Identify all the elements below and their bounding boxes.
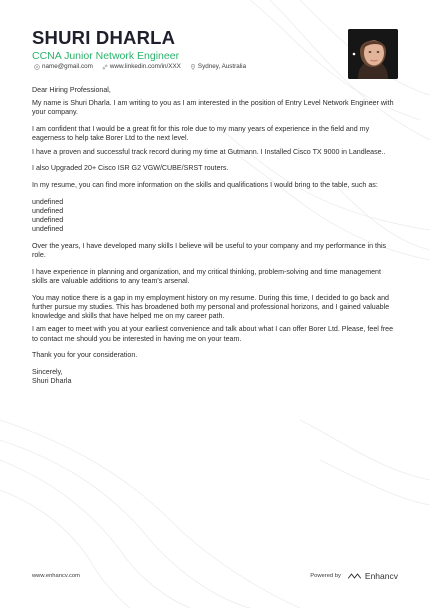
paragraph-experience: I have experience in planning and organization, and my critical thinking, problem-solving and time management skills are valuable additions to any team's arsenal. [32, 267, 381, 286]
enhancv-logo-icon [347, 572, 362, 580]
link-icon [102, 64, 108, 70]
avatar [348, 29, 398, 79]
paragraph-track-record: I have a proven and successful track record during my time at Gutmann. I Installed Cisco TX 9000 in Landlease.. [32, 147, 386, 156]
brand-name: Enhancv [364, 571, 398, 581]
salutation: Dear Hiring Professional, [32, 86, 111, 94]
candidate-role: CCNA Junior Network Engineer [32, 50, 180, 62]
paragraph-intro: My name is Shuri Dharla. I am writing to you as I am interested in the position of Entry Level Network Engineer with your company. [32, 99, 394, 117]
list-item: undefined [32, 206, 64, 215]
list-item: undefined [32, 216, 64, 225]
contact-email[interactable] [34, 63, 93, 70]
paragraph-thanks: Thank you for your consideration. [32, 351, 138, 360]
paragraph-fit: I am confident that I would be a great fit for this role due to my many years of experience in the field and my eagerness to help take Borer Ltd to the next level. [32, 125, 370, 143]
powered-by-label: Powered by [310, 573, 341, 579]
contact-location-text: Sydney, Australia [197, 63, 247, 70]
paragraph-upgrade: I also Upgraded 20+ Cisco ISR G2 VGW/CUBE/SRST routers. [32, 164, 229, 173]
skills-list [32, 198, 398, 235]
closing: Sincerely, [32, 367, 63, 376]
candidate-name: SHURI DHARLA [32, 27, 176, 48]
contact-row [34, 63, 255, 70]
contact-linkedin[interactable] [102, 63, 181, 70]
contact-location [190, 63, 246, 70]
letter-body [32, 86, 398, 386]
footer [32, 569, 398, 583]
contact-linkedin-text: www.linkedin.com/in/XXX [109, 63, 181, 70]
email-icon [34, 64, 40, 70]
list-item: undefined [32, 225, 64, 234]
signature: Shuri Dharla [32, 377, 72, 386]
header [32, 28, 332, 63]
location-pin-icon [190, 64, 196, 70]
footer-site-link[interactable]: www.enhancv.com [32, 573, 80, 579]
paragraph-meet: I am eager to meet with you at your earliest convenience and talk about what I can offer Borer Ltd. Please, feel free to contact me should you be interested in having me on your team. [32, 325, 394, 343]
profile-photo [348, 29, 398, 79]
list-item: undefined [32, 197, 64, 206]
paragraph-gap: You may notice there is a gap in my employment history on my resume. During this time, I decided to go back and further pursue my studies. This has broadened both my personal and professional horizons, and I gained valuable knowledge and skills that have helped me on my career path. [32, 293, 390, 321]
paragraph-resume: In my resume, you can find more information on the skills and qualifications I would bring to the table, such as: [32, 180, 378, 189]
powered-by [310, 571, 398, 581]
contact-email-text: name@gmail.com [42, 63, 93, 70]
paragraph-skills: Over the years, I have developed many skills I believe will be useful to your company and my performance in this role. [32, 241, 387, 260]
